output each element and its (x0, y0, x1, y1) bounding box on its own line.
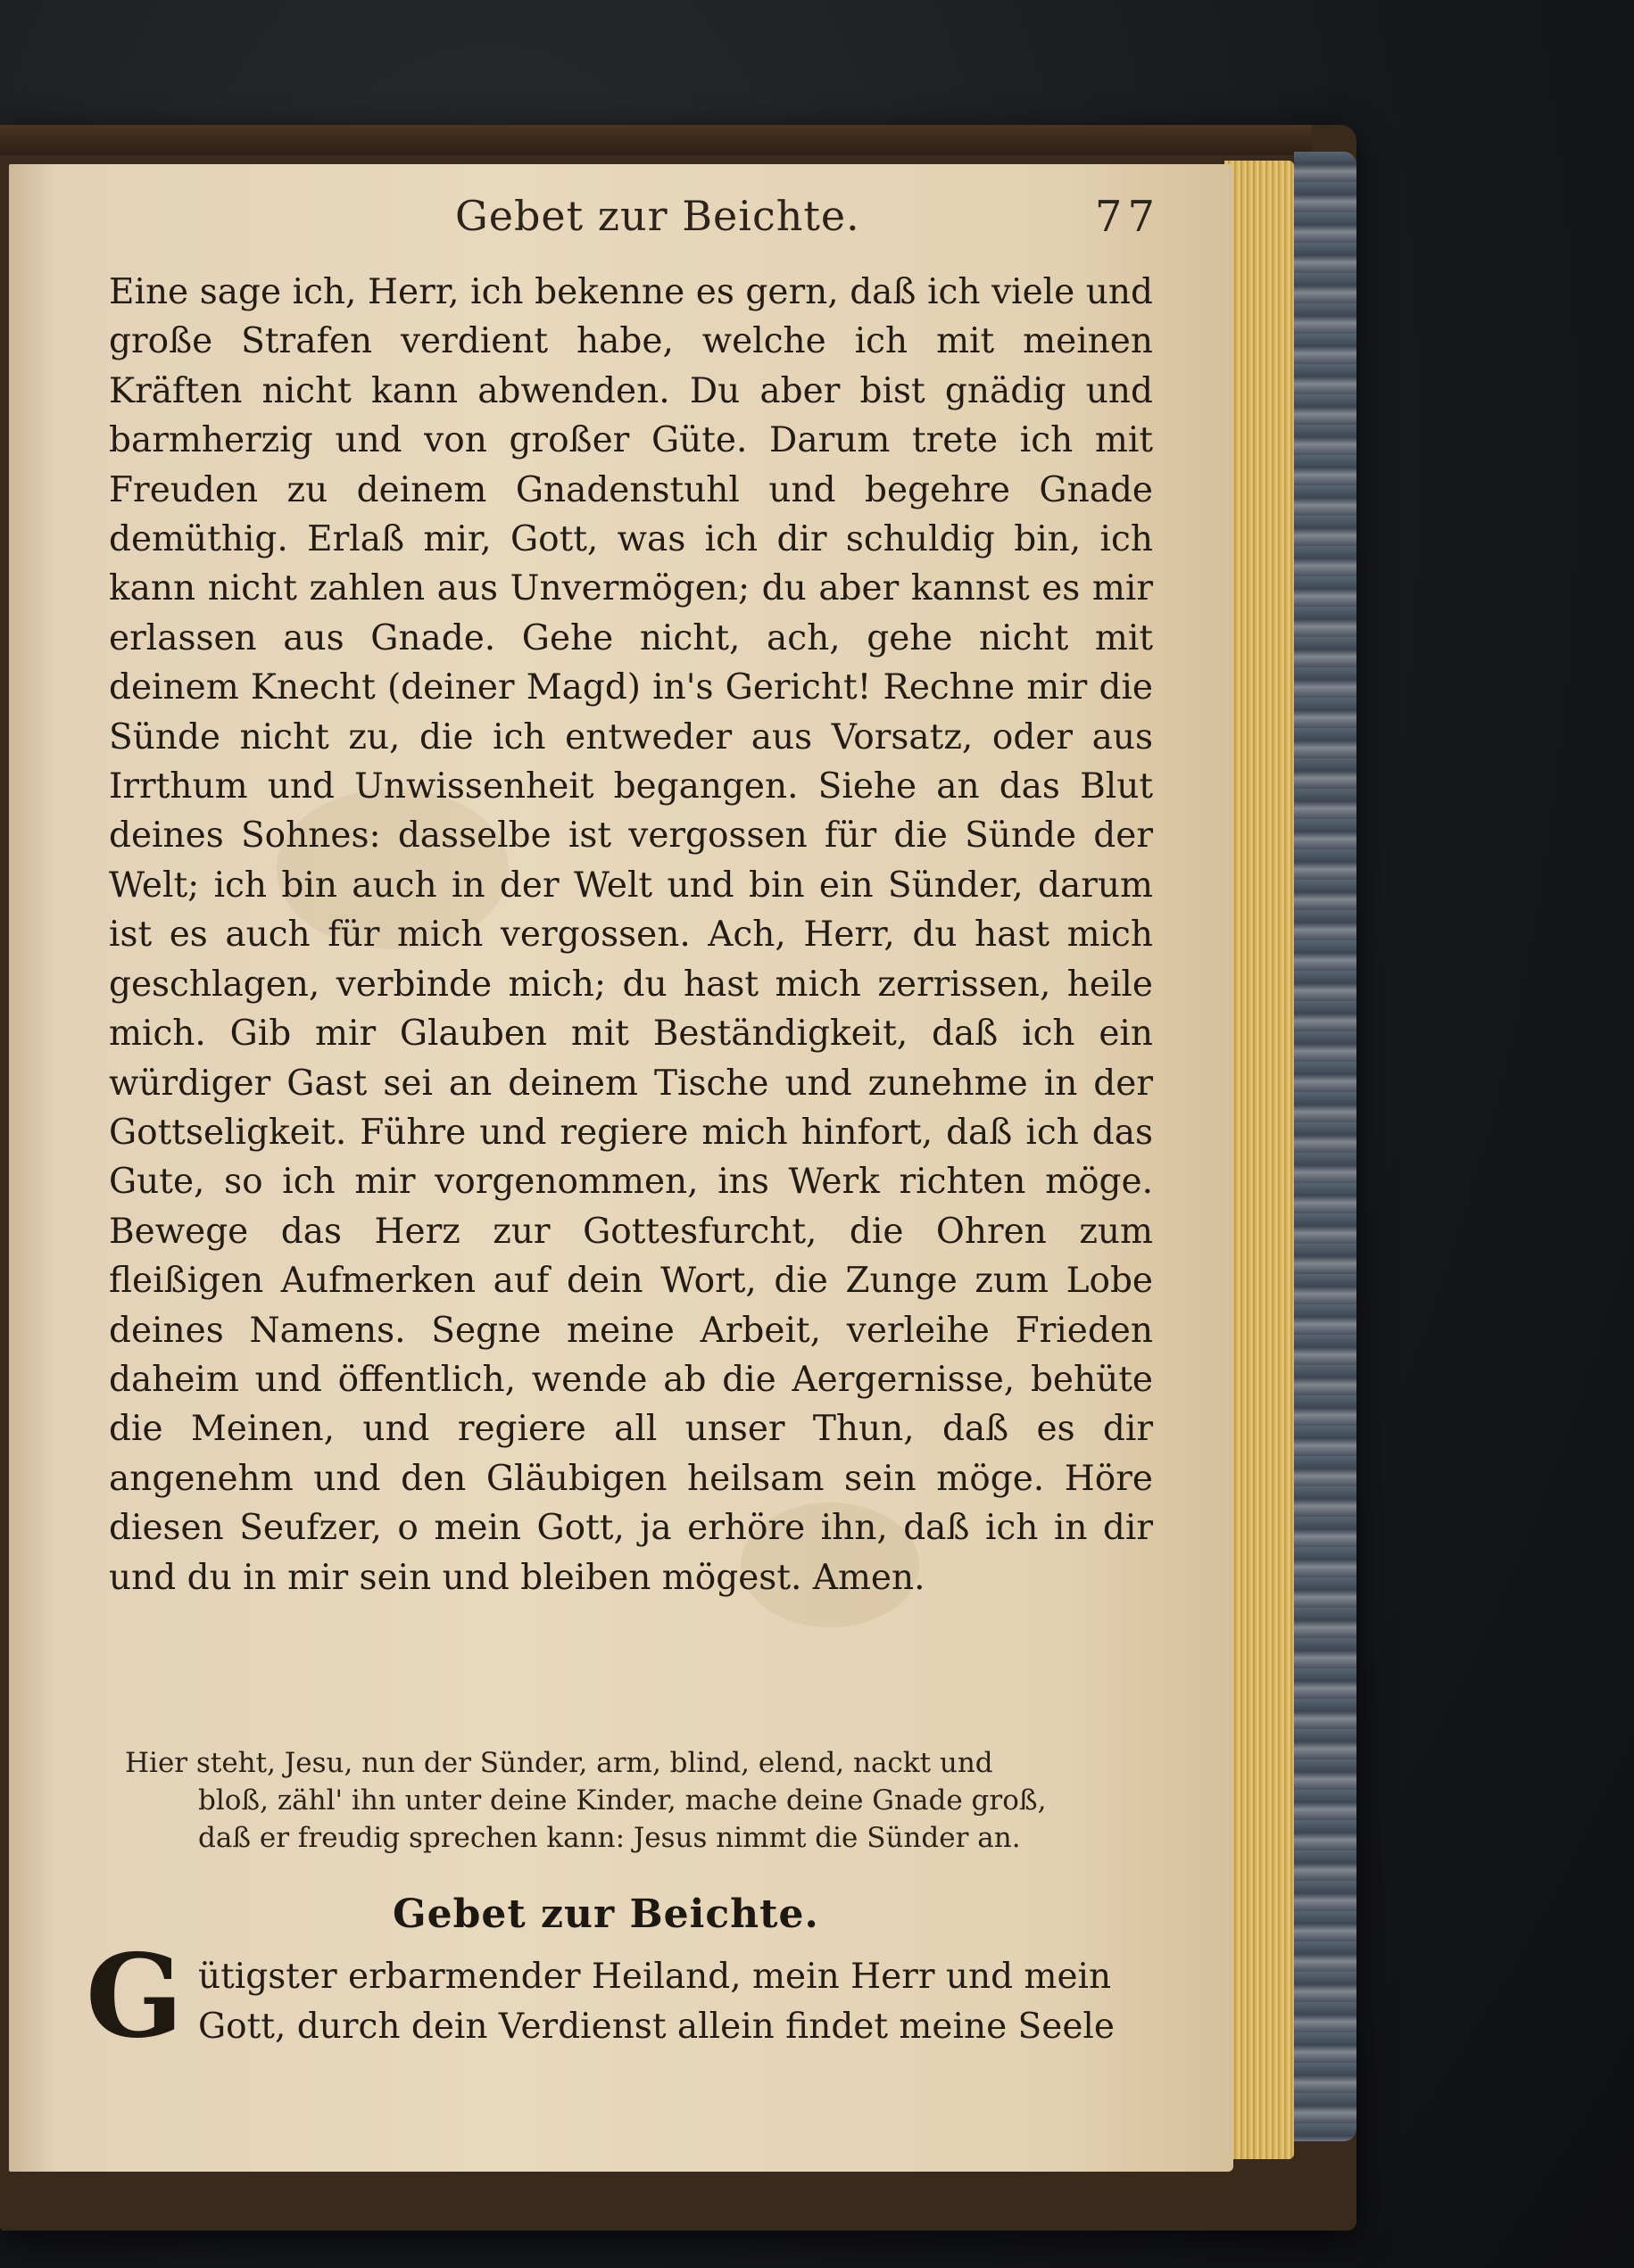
paragraph-line: ütigster erbarmender Heiland, mein Herr und mein (198, 1957, 1112, 1997)
verse-line: bloß, zähl' ihn unter deine Kinder, mache deine Gnade groß, (198, 1784, 1047, 1817)
hymn-verse (125, 1744, 1151, 1857)
cover-edge (1294, 152, 1356, 2141)
verse-line: daß er freudig sprechen kann: Jesus nimmt die Sünder an. (198, 1822, 1021, 1854)
section-paragraph (198, 1952, 1144, 2052)
section-heading: Gebet zur Beichte. (393, 1891, 819, 1937)
verse-line: Hier steht, Jesu, nun der Sünder, arm, blind, elend, nackt und (125, 1747, 993, 1779)
book-top-edge (0, 125, 1312, 155)
running-head-title: Gebet zur Beichte. (455, 192, 860, 240)
paragraph-line: Gott, durch dein Verdienst allein findet meine Seele (198, 2007, 1115, 2047)
prayer-body-text: Eine sage ich, Herr, ich bekenne es gern, daß ich viele und große Strafen verdient habe, welche ich mit meinen Kräften nicht kann abwenden. Du aber bist gnädig und barmherzig und von großer Güte. Darum trete ich mit Freuden zu deinem Gnadenstuhl und begehre Gnade demüthig. Erlaß mir, Gott, was ich dir schuldig bin, ich kann nicht zahlen aus Unvermögen; du aber kannst es mir erlassen aus Gnade. Gehe nicht, ach, gehe nicht mit deinem Knecht (deiner Magd) in's Gericht! Rechne mir die Sünde nicht zu, die ich entweder aus Vorsatz, oder aus Irrthum und Unwissenheit begangen. Siehe an das Blut deines Sohnes: dasselbe ist vergossen für die Sünde der Welt; ich bin auch in der Welt und bin ein Sünder, darum ist es auch für mich vergossen. Ach, Herr, du hast mich geschlagen, verbinde mich; du hast mich zerrissen, heile mich. Gib mir Glauben mit Beständigkeit, daß ich ein würdiger Gast sei an deinem Tische und zunehme in der Gottseligkeit. Führe und regiere mich hinfort, daß ich das Gute, so ich mir vorgenommen, ins Werk richten möge. Bewege das Herz zur Gottesfurcht, die Ohren zum fleißigen Aufmerken auf dein Wort, die Zunge zum Lobe deines Namens. Segne meine Arbeit, verleihe Frieden daheim und öffentlich, wende ab die Aergernisse, behüte die Meinen, und regiere all unser Thun, daß es dir angenehm und den Gläubigen heilsam sein möge. Höre diesen Seufzer, o mein Gott, ja erhöre ihn, daß ich in dir und du in mir sein und bleiben mögest. Amen. (109, 272, 1153, 1598)
running-header (107, 192, 1160, 254)
page-number: 77 (1094, 192, 1160, 242)
drop-cap-initial: G (86, 1930, 184, 2064)
gilded-page-edges (1224, 161, 1294, 2159)
